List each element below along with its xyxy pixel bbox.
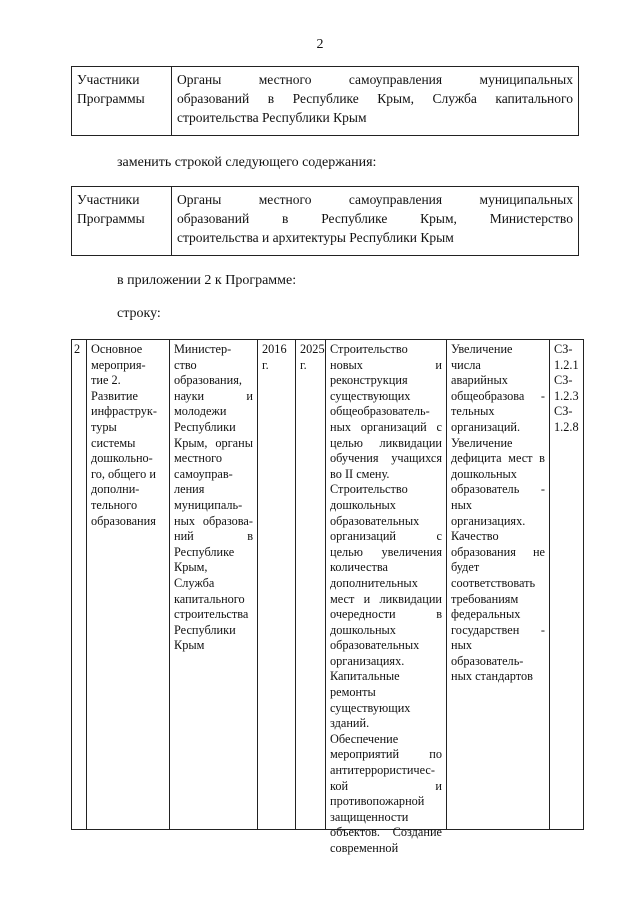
word: увеличения [381,544,442,559]
word: Создание [392,825,442,840]
cell-line: ных стандартов [451,669,533,684]
cell-line: ных [451,497,472,512]
cell-line: СЗ- [554,342,573,356]
replace-instruction: заменить строкой следующего содержания: [117,155,377,170]
cell-line: соответствовать [451,575,536,590]
executors-cell [170,340,258,829]
measure-name-cell [87,340,170,829]
cell-line: защищенности [330,809,409,824]
cell-line [451,482,545,498]
word: и [363,591,371,606]
cell-line: количества [330,560,388,575]
word: очередности [330,607,396,622]
cell-line: мероприя- [91,357,146,372]
word: ликвидации [379,591,442,606]
cell-line: дошкольно- [91,451,153,466]
cell-line [330,825,442,841]
cell-line: го, общего и [91,466,156,481]
text-line: строительства Республики Крым [177,110,367,125]
participants-table-old [71,66,579,136]
row-instruction: строку: [117,306,161,321]
word: самоуправления [348,72,443,87]
text-line: строительства и архитектуры Республики Крым [177,230,454,245]
cell-line: образования [91,513,156,528]
cell-line: Обеспечение [330,731,399,746]
cell-line: ления [174,482,205,497]
cell-line: Увеличение [451,435,513,450]
cell-line: системы [91,435,136,450]
word: целью [330,544,363,559]
word: с [436,529,442,544]
participants-table-new [71,186,579,256]
word: Республике [292,91,359,106]
cell-line: Министер- [174,342,232,356]
word: местного [258,72,312,87]
word: местного [258,192,312,207]
cell-line: местного [174,451,222,466]
label-line: Программы [77,211,145,226]
cell-line: требованиям [451,591,519,606]
cell-line: дошкольных [330,622,396,637]
word: органы [215,435,253,450]
cell-line: противопожарной [330,794,425,809]
cell-line [174,389,253,405]
cell-line: Развитие [91,388,138,403]
word: организаций [330,529,397,544]
cell-line: 2016 [262,342,287,356]
word: ных [330,419,351,434]
cell-line: образовательных [330,513,420,528]
participants-label [72,67,172,135]
word: дефицита [451,451,502,466]
word: - [540,622,545,637]
word: образований [177,91,250,106]
end-year-cell [296,340,326,829]
cell-line: Строительство [330,482,408,497]
cell-line: тие 2. [91,373,121,388]
participants-label [72,187,172,255]
cell-line: капитального [174,591,245,606]
cell-line: 1.2.8 [554,419,579,434]
participants-text [172,187,578,255]
cell-line [330,451,442,467]
cell-line: 1.2.3 [554,388,579,403]
cell-line: Республики [174,419,236,434]
cell-line: реконструкция [330,373,408,388]
cell-line: г. [300,357,307,372]
cell-line: Республике [174,544,235,559]
cell-line: числа [451,357,481,372]
word: объектов. [330,825,380,840]
word: кой [330,778,349,793]
word: Крым, [174,435,208,450]
cell-line: тельных [451,404,495,419]
cell-line: муниципаль- [174,497,243,512]
cell-line: Республики [174,622,236,637]
cell-line: 1.2.1 [554,357,579,372]
text-line [177,70,573,89]
word: организаций [360,419,427,434]
cell-line: строительства [174,607,249,622]
word: ликвидации [379,435,442,450]
cell-line [330,779,442,795]
cell-line: СЗ- [554,404,573,419]
cell-line: Служба [174,575,215,590]
page-number: 2 [316,37,324,52]
word: образова- [202,513,253,528]
text-line [177,89,573,108]
label-line: Участники [77,192,140,207]
word: науки [174,388,205,403]
cell-line [174,436,253,452]
word: Республике [321,211,388,226]
cell-line: дополнительных [330,575,418,590]
word: - [540,482,545,497]
description-cell [326,340,447,855]
word: в [539,451,545,466]
cell-line [174,514,253,530]
cell-line [330,592,442,608]
word: Органы [177,72,222,87]
cell-line: дополни- [91,482,140,497]
cell-line: современной [330,841,399,855]
cell-line [330,545,442,561]
cell-line: аварийных [451,373,508,388]
word: в [267,91,275,106]
cell-line: 2025 [300,342,325,356]
cell-line [451,623,545,639]
cell-line [330,436,442,452]
word: мероприятий [330,747,400,762]
word: с [436,419,442,434]
word: и [435,357,442,372]
word: в [247,529,253,544]
cell-line: образования, [174,373,242,388]
word: образований [177,211,250,226]
word: образования [451,544,516,559]
word: государствен [451,622,520,637]
cell-line [451,451,545,467]
cell-line: образователь- [451,653,524,668]
cell-line: Основное [91,342,143,356]
text-line [177,209,573,228]
word: и [246,388,253,403]
appendix-instruction: в приложении 2 к Программе: [117,273,297,288]
cell-line: Крым, [174,560,208,575]
cell-line: Качество [451,529,499,544]
codes-cell [550,340,583,829]
cell-line: существующих [330,700,411,715]
word: Органы [177,192,222,207]
cell-line: ство [174,357,197,372]
cell-line: ремонты [330,685,376,700]
cell-line: общеобразователь- [330,404,430,419]
word: мест [330,591,355,606]
cell-line: организациях. [330,653,405,668]
word: по [429,747,442,762]
cell-line: дошкольных [451,466,517,481]
row-number: 2 [72,340,87,829]
text-line [177,190,573,209]
cell-line [330,747,442,763]
consequences-cell [447,340,550,829]
word: общеобразова [451,388,525,403]
cell-line: будет [451,560,480,575]
cell-line: федеральных [451,607,521,622]
word: - [540,388,545,403]
word: целью [330,435,363,450]
cell-line: образовательных [330,638,420,653]
word: и [435,778,442,793]
cell-line: молодежи [174,404,227,419]
program-row-table [71,339,584,855]
word: в [282,211,289,226]
cell-line: зданий. [330,716,370,731]
cell-line: Крым [174,638,205,653]
word: муниципальных [479,192,573,207]
cell-line: инфраструк- [91,404,157,419]
word: в [436,607,442,622]
word: не [532,544,545,559]
word: учащихся [391,451,442,466]
word: мест [508,451,533,466]
cell-line [330,358,442,374]
word: Министерство [489,211,573,226]
word: ний [174,529,194,544]
start-year-cell [258,340,296,829]
word: новых [330,357,363,372]
cell-line: Капитальные [330,669,400,684]
label-line: Участники [77,72,140,87]
word: ных [174,513,195,528]
cell-line: Строительство [330,342,408,356]
cell-line [451,389,545,405]
cell-line: СЗ- [554,373,573,388]
word: самоуправления [348,192,443,207]
label-line: Программы [77,91,145,106]
cell-line: существующих [330,388,411,403]
cell-line: туры [91,419,117,434]
word: капитального [495,91,573,106]
word: Крым, [377,91,415,106]
word: образователь [451,482,520,497]
cell-line [451,545,545,561]
cell-line: тельного [91,497,138,512]
cell-line [174,529,253,545]
cell-line [330,420,442,436]
cell-line: самоуправ- [174,466,233,481]
cell-line: организациях. [451,513,526,528]
cell-line: организаций. [451,419,521,434]
word: обучения [330,451,379,466]
cell-line [330,607,442,623]
word: Служба [432,91,477,106]
word: муниципальных [479,72,573,87]
participants-text [172,67,578,135]
cell-line: г. [262,357,269,372]
cell-line [330,529,442,545]
word: Крым, [420,211,457,226]
cell-line: во II смену. [330,466,390,481]
cell-line: антитеррористичес- [330,763,435,778]
cell-line: ных [451,638,472,653]
cell-line: дошкольных [330,497,396,512]
cell-line: Увеличение [451,342,513,356]
